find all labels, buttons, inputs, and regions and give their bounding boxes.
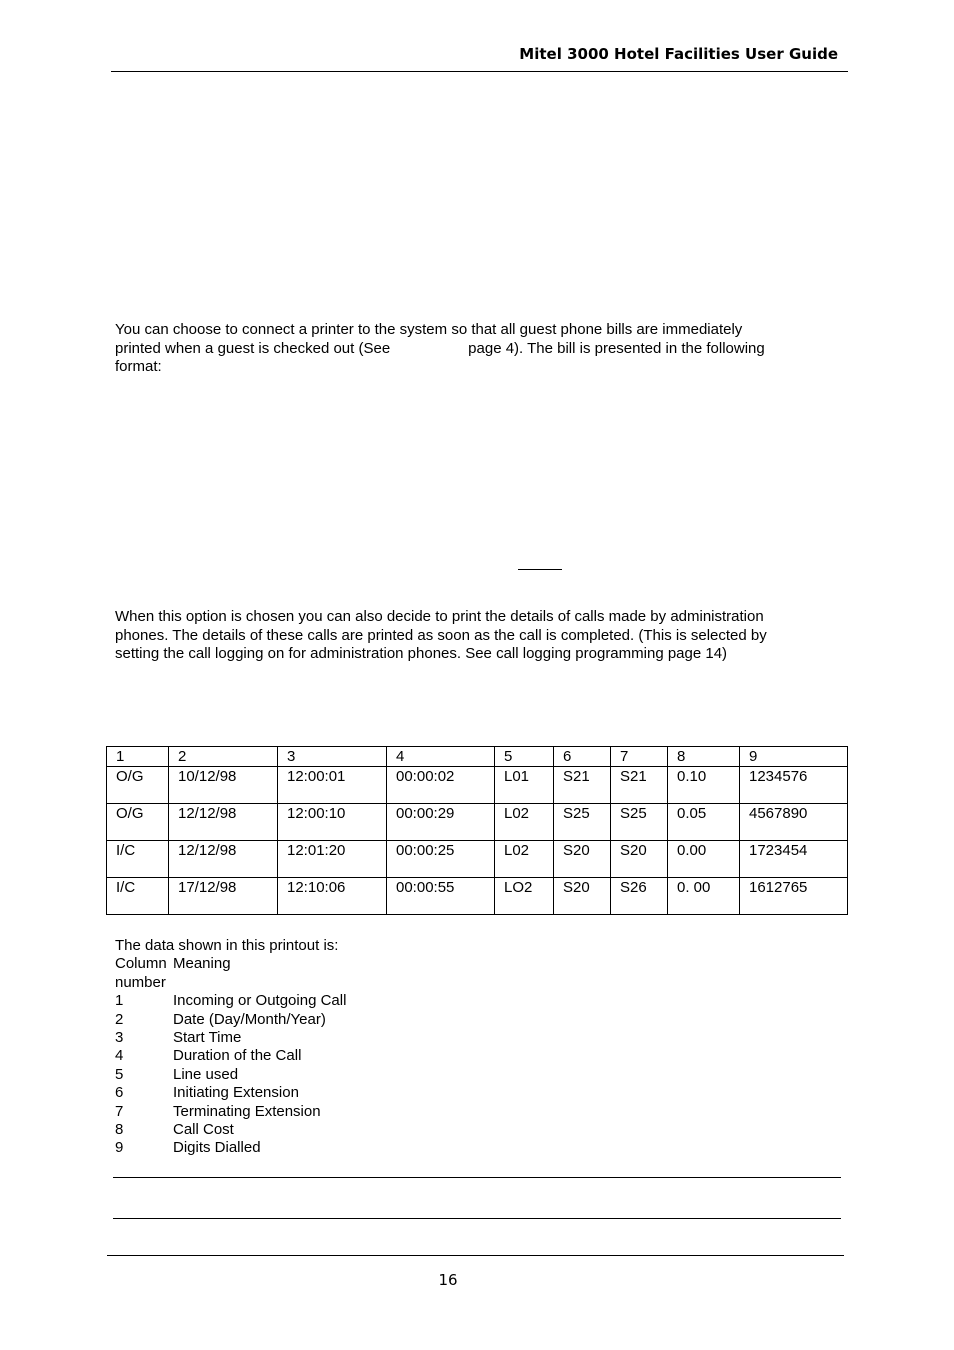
intro-line-1: You can choose to connect a printer to the system so that all guest phone bills are immediately xyxy=(115,321,743,338)
table-cell: LO2 xyxy=(495,878,554,915)
intro-line-2b: page 4). The bill is presented in the following xyxy=(468,339,765,357)
table-cell: 00:00:55 xyxy=(387,878,495,915)
legend-item-number: 4 xyxy=(115,1047,124,1065)
table-cell: S25 xyxy=(611,804,668,841)
table-header-cell: 6 xyxy=(554,747,611,767)
legend-item xyxy=(115,1011,515,1029)
table-cell: 4567890 xyxy=(740,804,848,841)
legend-item xyxy=(115,1084,515,1102)
intro-line-2 xyxy=(115,340,825,359)
legend-item-text: Digits Dialled xyxy=(173,1139,261,1157)
table-header-cell: 3 xyxy=(278,747,387,767)
table-cell: 0.10 xyxy=(668,767,740,804)
table-header-cell: 2 xyxy=(169,747,278,767)
table-cell: S26 xyxy=(611,878,668,915)
legend-item-text: Incoming or Outgoing Call xyxy=(173,992,347,1010)
table-cell: 12/12/98 xyxy=(169,841,278,878)
table-cell: 12:00:01 xyxy=(278,767,387,804)
legend-item xyxy=(115,1047,515,1065)
table-cell: 12:01:20 xyxy=(278,841,387,878)
table-cell: O/G xyxy=(107,804,169,841)
legend-item-number: 3 xyxy=(115,1029,124,1047)
table-cell: S20 xyxy=(611,841,668,878)
legend-item xyxy=(115,1029,515,1047)
admin-paragraph xyxy=(115,608,825,664)
legend-item xyxy=(115,1121,515,1139)
legend-item xyxy=(115,1103,515,1121)
table-cell: 00:00:02 xyxy=(387,767,495,804)
legend-item-number: 6 xyxy=(115,1084,124,1102)
table-cell: L02 xyxy=(495,841,554,878)
legend-item-text: Duration of the Call xyxy=(173,1047,302,1065)
table-cell: S21 xyxy=(611,767,668,804)
legend-item-text: Terminating Extension xyxy=(173,1102,321,1120)
legend-item-number: 8 xyxy=(115,1121,124,1139)
legend-item-number: 5 xyxy=(115,1065,124,1083)
table-row xyxy=(107,878,848,915)
legend-item-number: 2 xyxy=(115,1010,124,1028)
legend-item-text: Line used xyxy=(173,1065,239,1083)
footer-rule xyxy=(107,1255,844,1256)
admin-line-1: When this option is chosen you can also decide to print the details of calls made by administration xyxy=(115,608,764,625)
table-cell: S21 xyxy=(554,767,611,804)
table-cell: 1723454 xyxy=(740,841,848,878)
legend-column-heading: Column xyxy=(115,955,167,973)
table-cell: S25 xyxy=(554,804,611,841)
table-header-cell: 9 xyxy=(740,747,848,767)
table-cell: 12:00:10 xyxy=(278,804,387,841)
legend-item-text: Initiating Extension xyxy=(173,1084,299,1102)
legend-item-number: 9 xyxy=(115,1139,124,1157)
legend-item xyxy=(115,1139,515,1157)
legend-column-heading-2: number xyxy=(115,973,166,991)
table-cell: 1612765 xyxy=(740,878,848,915)
table-cell: 0. 00 xyxy=(668,878,740,915)
intro-line-3: format: xyxy=(115,358,162,375)
table-cell: 00:00:29 xyxy=(387,804,495,841)
separator-short-rule xyxy=(518,569,562,570)
table-cell: 0.05 xyxy=(668,804,740,841)
table-cell: 10/12/98 xyxy=(169,767,278,804)
table-cell: 17/12/98 xyxy=(169,878,278,915)
table-cell: 12:10:06 xyxy=(278,878,387,915)
table-header-cell: 7 xyxy=(611,747,668,767)
intro-paragraph xyxy=(115,321,825,377)
table-cell: 12/12/98 xyxy=(169,804,278,841)
table-header-cell: 4 xyxy=(387,747,495,767)
column-legend xyxy=(115,937,515,1158)
call-log-table xyxy=(106,746,848,915)
page-number: 16 xyxy=(438,1271,458,1289)
table-row xyxy=(107,767,848,804)
table-cell: I/C xyxy=(107,841,169,878)
table-cell: O/G xyxy=(107,767,169,804)
table-cell: S20 xyxy=(554,841,611,878)
footnote-rule-2 xyxy=(113,1218,841,1219)
table-cell: I/C xyxy=(107,878,169,915)
table-cell: S20 xyxy=(554,878,611,915)
table-row xyxy=(107,804,848,841)
table-header-cell: 1 xyxy=(107,747,169,767)
legend-item-text: Start Time xyxy=(173,1029,242,1047)
footnote-rule-1 xyxy=(113,1177,841,1178)
table-cell: 1234576 xyxy=(740,767,848,804)
table-cell: 00:00:25 xyxy=(387,841,495,878)
legend-item xyxy=(115,1066,515,1084)
legend-item-text: Date (Day/Month/Year) xyxy=(173,1010,326,1028)
legend-heading-row xyxy=(115,955,515,973)
legend-item-number: 1 xyxy=(115,992,124,1010)
table-row xyxy=(107,841,848,878)
table-header-row xyxy=(107,747,848,767)
table-cell: L02 xyxy=(495,804,554,841)
header-title: Mitel 3000 Hotel Facilities User Guide xyxy=(519,45,838,63)
header-rule xyxy=(111,71,848,72)
table-cell: L01 xyxy=(495,767,554,804)
table-header-cell: 8 xyxy=(668,747,740,767)
legend-item-number: 7 xyxy=(115,1102,124,1120)
intro-line-2a: printed when a guest is checked out (See xyxy=(115,339,391,357)
legend-meaning-heading: Meaning xyxy=(173,955,231,973)
legend-item-text: Call Cost xyxy=(173,1121,234,1139)
legend-intro: The data shown in this printout is: xyxy=(115,937,339,954)
legend-item xyxy=(115,992,515,1010)
admin-line-2: phones. The details of these calls are printed as soon as the call is completed. (This is selected by xyxy=(115,626,767,644)
table-header-cell: 5 xyxy=(495,747,554,767)
table-cell: 0.00 xyxy=(668,841,740,878)
admin-line-3: setting the call logging on for administration phones. See call logging programming page 14) xyxy=(115,645,728,662)
